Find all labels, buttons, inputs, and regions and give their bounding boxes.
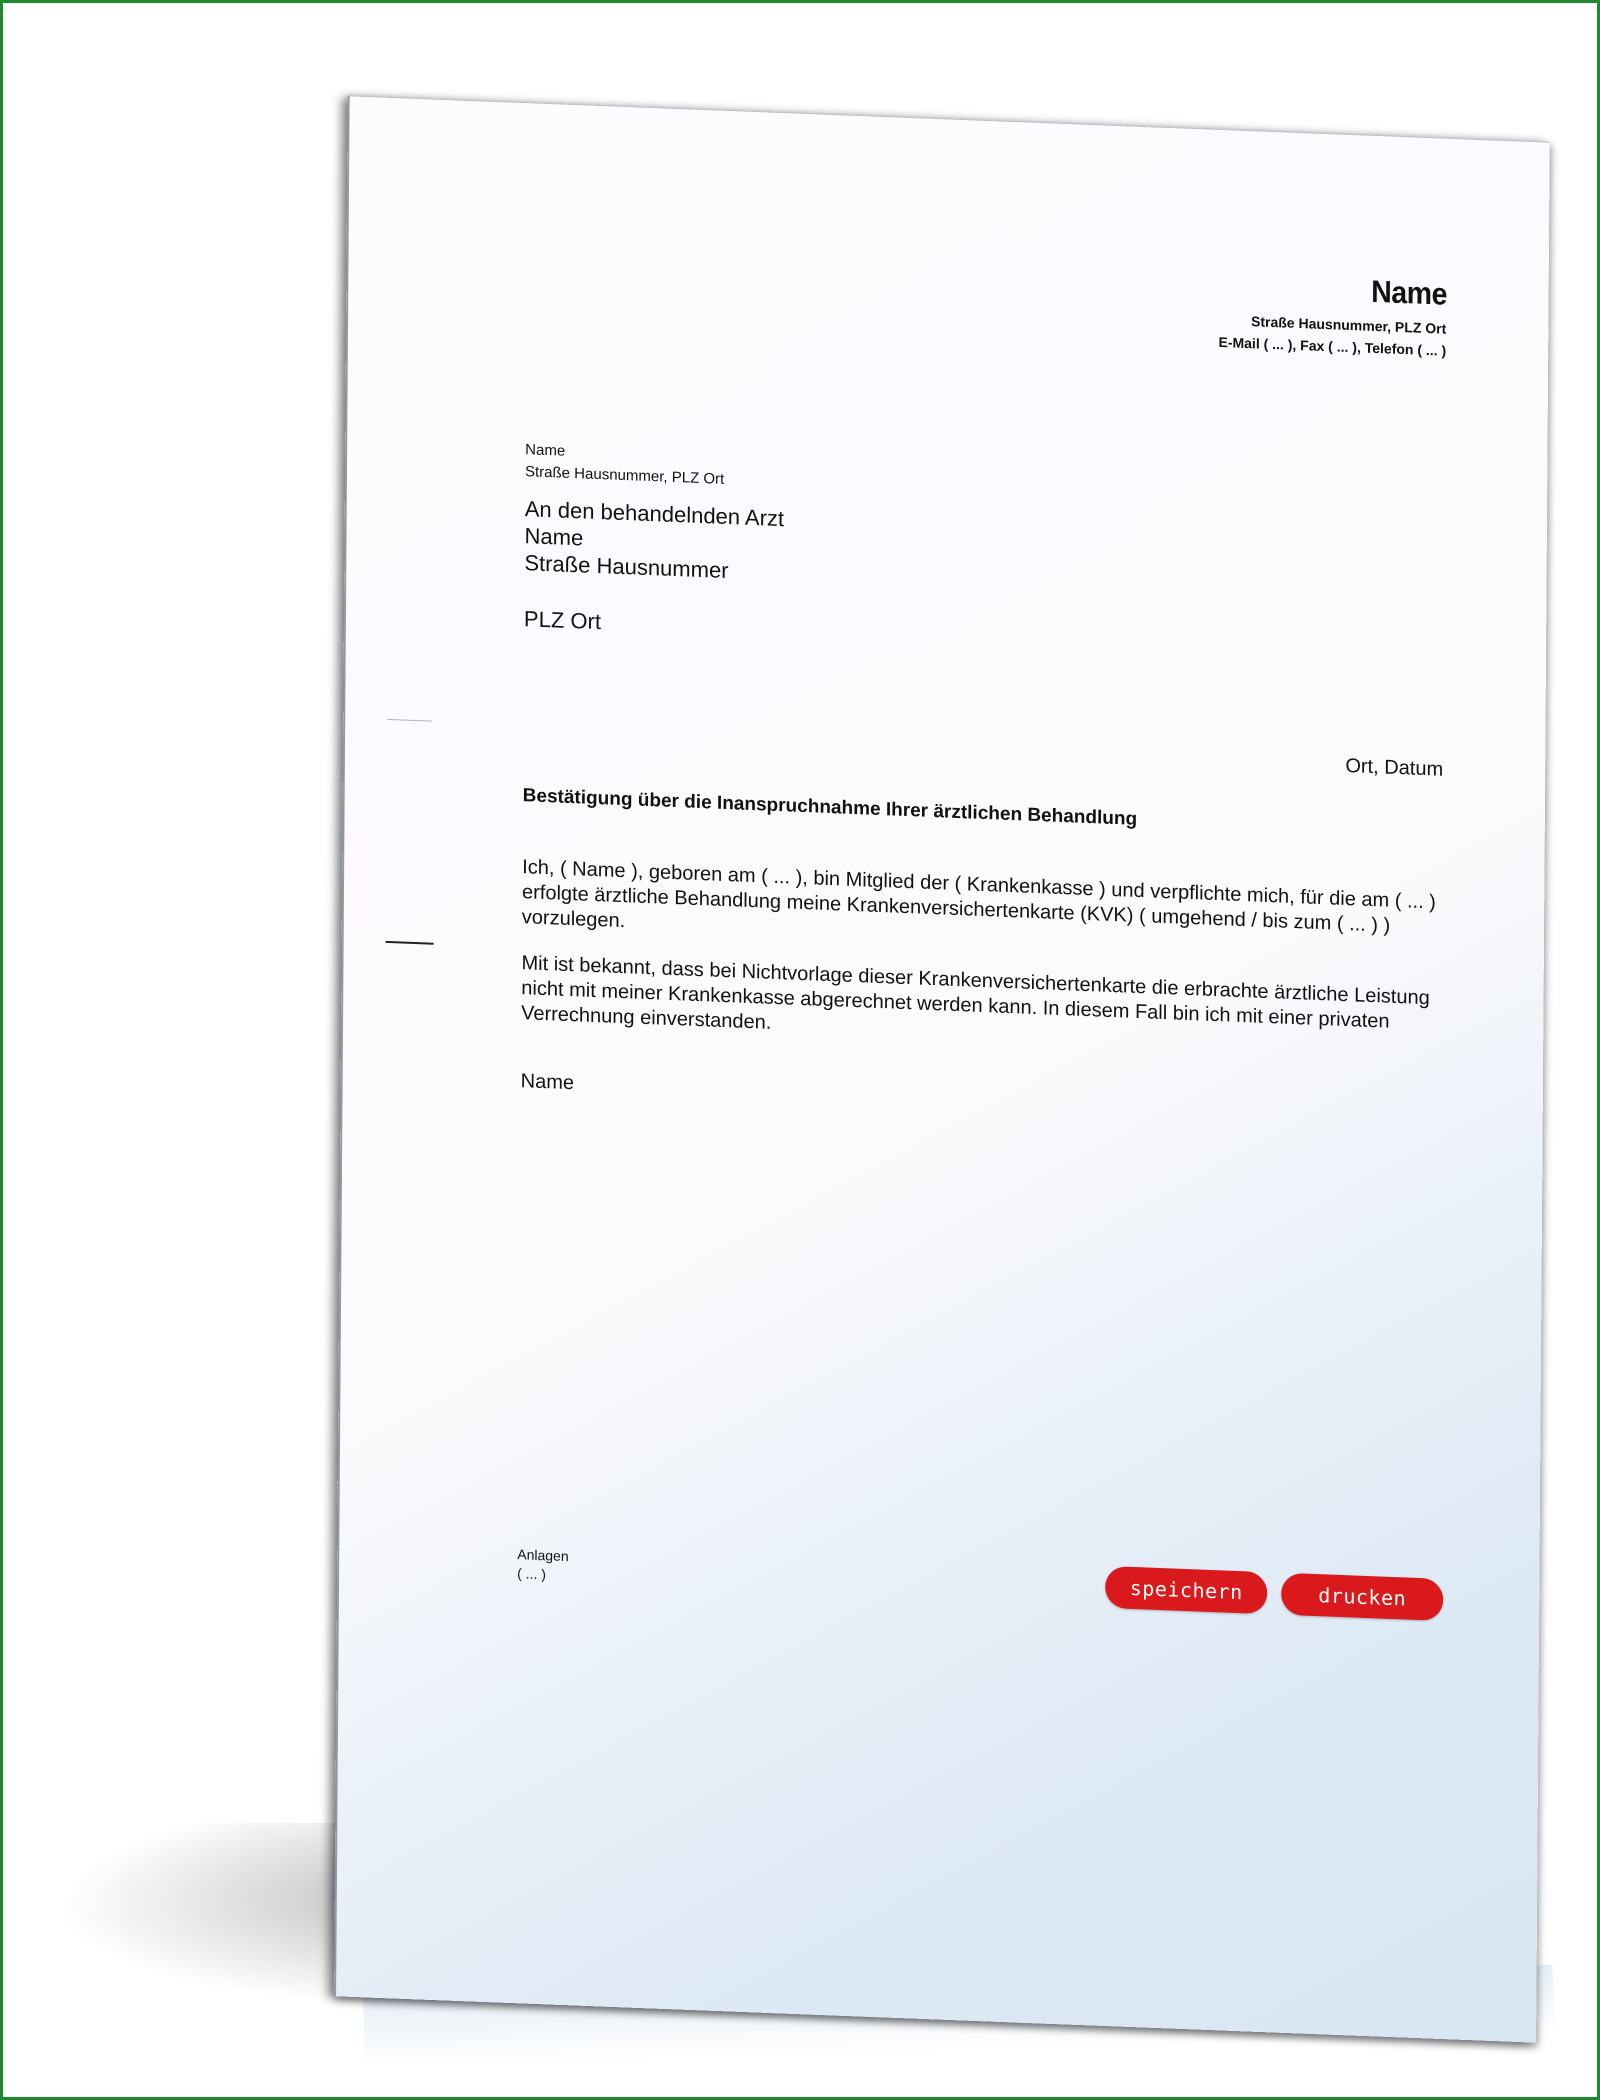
letter-subject: Bestätigung über die Inanspruchnahme Ihrer ärztlichen Behandlung [522, 785, 1138, 830]
signature-name: Name [520, 1070, 575, 1095]
recipient-line-1: An den behandelnden Arzt [524, 496, 785, 532]
letterhead-address: Straße Hausnummer, PLZ Ort [1250, 313, 1447, 337]
return-address-street: Straße Hausnummer, PLZ Ort [524, 463, 725, 488]
attachments-block [517, 1545, 569, 1585]
document-page [334, 95, 1550, 2042]
return-address-name: Name [525, 441, 566, 460]
attachments-value: ( ... ) [517, 1565, 546, 1583]
document-page-wrapper [348, 95, 1549, 1995]
recipient-line-3: Straße Hausnummer [524, 550, 729, 584]
place-date: Ort, Datum [1345, 754, 1444, 781]
recipient-line-4: PLZ Ort [523, 606, 602, 635]
fold-mark-top [387, 719, 432, 722]
save-button[interactable]: speichern [1105, 1566, 1267, 1614]
letterhead-contact: E-Mail ( ... ), Fax ( ... ), Telefon ( ... ) [1218, 333, 1447, 359]
recipient-line-2: Name [524, 523, 584, 551]
body-paragraph-1: Ich, ( Name ), geboren am ( ... ), bin Mitglied der ( Krankenkasse ) und verpflichte mich, für die am ( ... ) erfolgte ärztliche Behandlung meine Krankenversichertenkarte (KVK) ( umgehend / bis zum ( ... ) ) vorzulegen. [521, 856, 1436, 937]
print-button[interactable]: drucken [1281, 1573, 1443, 1621]
fold-mark-middle [386, 941, 434, 945]
body-paragraph-2: Mit ist bekannt, dass bei Nichtvorlage dieser Krankenversichertenkarte die erbrachte ärztliche Leistung nicht mit meiner Krankenkasse abgerechnet werden kann. In diesem Fall bin ich mit einer privaten Verrechnung einverstanden. [521, 952, 1430, 1034]
letterhead-name: Name [1370, 273, 1447, 312]
attachments-label: Anlagen [517, 1546, 569, 1565]
